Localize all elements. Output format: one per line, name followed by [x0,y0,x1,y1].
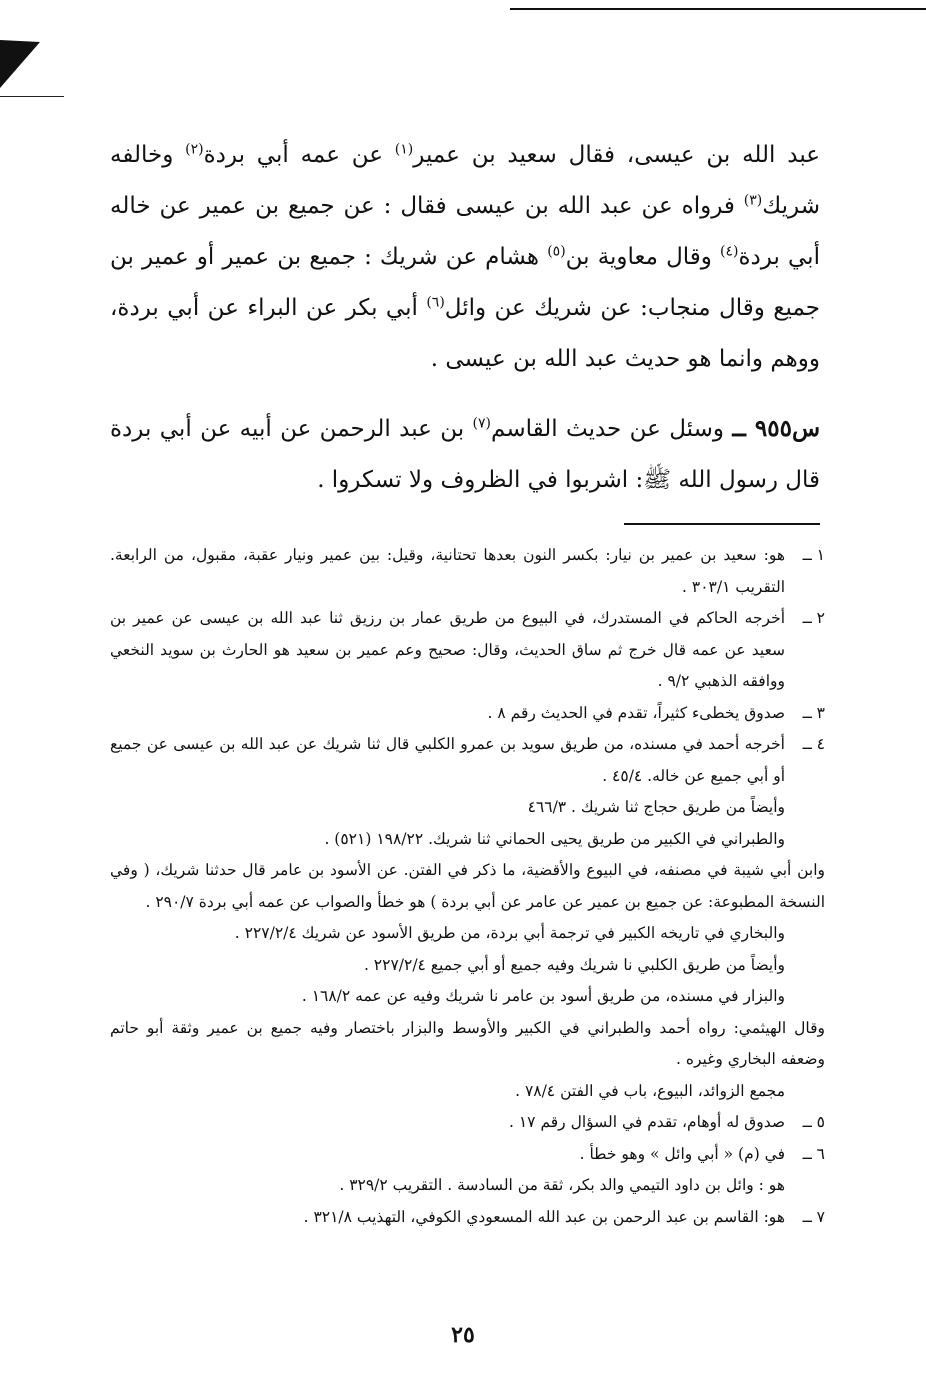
footnote [110,1107,825,1139]
text-run: وخالفه شريك [110,142,820,219]
footnote-line: هو: القاسم بن عبد الرحمن بن عبد الله المسعودي الكوفي، التهذيب ٣٢١/٨ . [303,1207,785,1226]
footnote [110,1170,825,1202]
footnote [110,698,825,730]
footnote-body [110,1202,785,1234]
footnote-body [110,729,785,855]
footnote-line: وقال الهيثمي: رواه أحمد والطبراني في الكبير والأوسط والبزار باختصار وفيه جميع بن عمير وثقة أبو حاتم وضعفه البخاري وغيره . [110,1018,825,1068]
footnote-line: مجمع الزوائد، البيوع، باب في الفتن ٧٨/٤ . [515,1081,785,1100]
page-number: ٢٥ [451,1322,475,1348]
footnote-number [785,1170,825,1202]
footnote-body [110,1076,785,1108]
footnote-line: هو : وائل بن داود التيمي والد بكر، ثقة من السادسة . التقريب ٣٢٩/٢ . [339,1176,785,1194]
top-rule [510,8,926,10]
footnote-line: وابن أبي شيبة في مصنفه، في البيوع والأقضية، ما ذكر في الفتن. عن الأسود بن عامر قال حدثنا شريك، ( وفي النسخة المطبوعة: عن جميع بن عمير عن عامر عن أبي بردة ) هو خطأ والصواب عن عمه أبي بردة ٢٩٠/٧ . [110,861,825,911]
footnote-line: والطبراني في الكبير من طريق يحيى الحماني ثنا شريك. ١٩٨/٢٢ (٥٢١) . [324,829,785,848]
footnote-ref: (٧) [472,415,492,432]
footnote-body [110,540,785,603]
footnotes [110,540,825,1233]
footnote-line: وأيضاً من طريق الكلبي نا شريك وفيه جميع أو أبي جميع ٢٢٧/٢/٤ . [363,955,785,974]
footnote-separator [624,523,820,525]
corner-rule [0,96,64,97]
footnote-ref: (٥) [547,243,566,260]
footnote-ref: (١) [394,141,414,158]
footnote [110,540,825,603]
text-run: عن عمه أبي بردة [203,142,395,168]
footnote-number: ١ ــ [802,546,825,564]
footnote-number: ٢ ــ [802,609,825,627]
text-run: عبد الله بن عيسى، فقال سعيد بن عمير [413,142,820,168]
footnote-body [110,918,785,1013]
footnote-body [110,603,785,698]
footnote-body [110,1139,785,1171]
text-run: فرواه عن عبد الله بن عيسى فقال : عن جميع بن عمير عن خاله أبي بردة [110,193,820,270]
main-text [110,130,820,506]
footnote [110,855,825,918]
paragraph-1 [110,130,820,385]
footnote-line: في (م) « أبي وائل » وهو خطأ . [579,1144,785,1163]
footnote [110,603,825,698]
footnote-body [110,1107,785,1139]
footnote-number: ٦ ــ [802,1144,825,1163]
footnote-number: ٣ ــ [802,703,825,722]
footnote-line: أخرجه الحاكم في المستدرك، في البيوع من طريق عمار بن رزيق ثنا عبد الله بن عيسى عن عمير بن سعيد عن عمه قال خرج ثم ساق الحديث، وقال: صحيح وعم عمير بن سعيد هو الحارث بن سويد النخعي ووافقه الذهبي ٩/٢ . [110,609,785,690]
footnote-line: والبخاري في تاريخه الكبير في ترجمة أبي بردة، من طريق الأسود عن شريك ٢٢٧/٢/٤ . [234,924,785,942]
footnote-number: ٧ ــ [802,1207,825,1226]
footnote-number: ٥ ــ [802,1113,825,1131]
footnote-body [110,698,785,730]
footnote [110,1013,825,1076]
question-text [110,416,820,493]
footnote-body [110,855,825,918]
footnote-body [110,1170,785,1202]
footnote [110,918,825,1013]
footnote [110,1076,825,1108]
footnote-number [785,918,825,1013]
footnote-line: أخرجه أحمد في مسنده، من طريق سويد بن عمرو الكلبي قال ثنا شريك عن عبد الله بن عيسى عن جميع أو أبي جميع عن خاله. ٤٥/٤ . [110,735,785,785]
text-run: هشام عن شريك : جميع بن عمير أو عمير بن جميع وقال منجاب: عن شريك عن وائل [110,244,820,321]
footnote-ref: (٦) [426,294,445,311]
footnote [110,1202,825,1234]
footnote-ref: (٢) [185,141,204,158]
footnote-line: هو: سعيد بن عمير بن نيار: بكسر النون بعدها تحتانية، وقيل: بين عمير ونيار عقبة، مقبول، من الرابعة. التقريب ٣٠٣/١ . [110,546,785,596]
question-number: س٩٥٥ ــ [732,415,821,442]
footnote-line: صدوق له أوهام، تقدم في السؤال رقم ١٧ . [509,1113,785,1131]
corner-triangle-mark [0,40,40,90]
footnote-line: صدوق يخطىء كثيراً، تقدم في الحديث رقم ٨ . [487,703,785,722]
footnote [110,1139,825,1171]
footnote-ref: (٣) [743,192,763,209]
footnote-number: ٤ ــ [802,735,825,753]
text-run: وقال معاوية بن [565,244,721,270]
footnote-line: والبزار في مسنده، من طريق أسود بن عامر نا شريك وفيه عن عمه ١٦٨/٢ . [301,987,785,1005]
text-run: بن عبد الرحمن عن أبيه عن أبي بردة قال رسول الله ﷺ: اشربوا في الظروف ولا تسكروا . [110,416,820,493]
footnote-body [110,1013,825,1076]
footnote-ref: (٤) [720,243,739,260]
footnote-line: وأيضاً من طريق حجاج ثنا شريك . ٤٦٦/٣ [527,798,785,816]
footnote [110,729,825,855]
footnote-number [785,1076,825,1108]
text-run: أبي بكر عن البراء عن أبي بردة، ووهم وانما هو حديث عبد الله بن عيسى . [110,295,820,372]
question-paragraph [110,403,820,506]
text-run: وسئل عن حديث القاسم [491,416,733,442]
